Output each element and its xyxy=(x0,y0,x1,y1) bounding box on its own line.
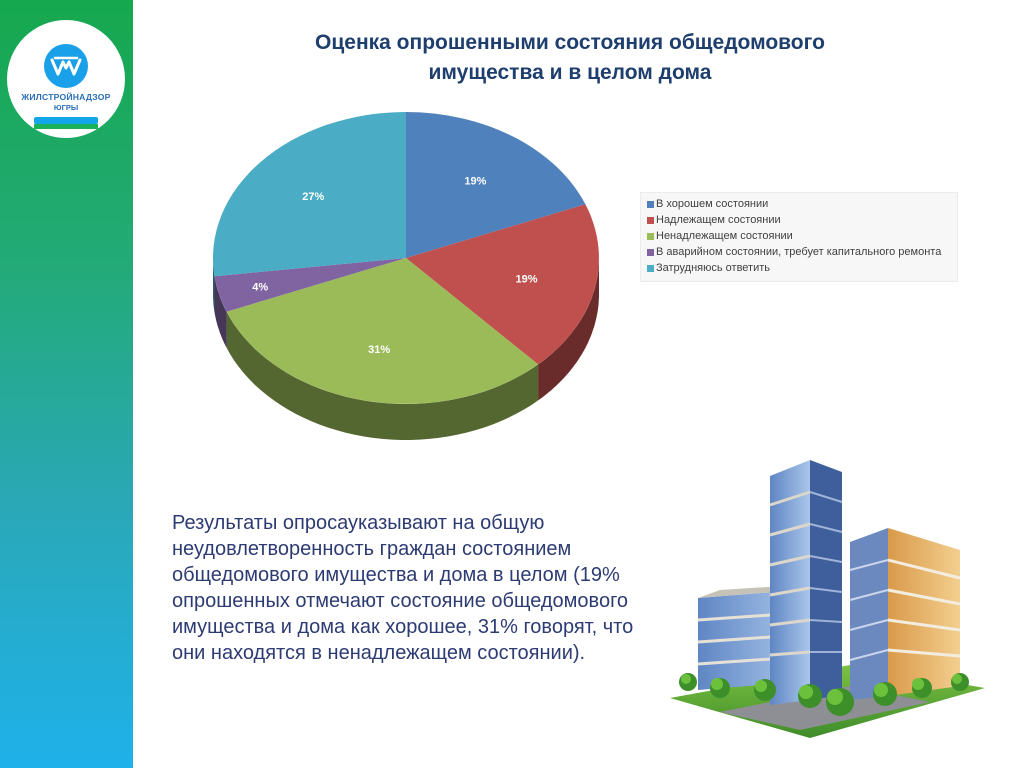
organization-logo xyxy=(7,20,125,138)
slide-title-line2: имущества и в целом дома xyxy=(428,61,712,84)
legend-item-3 xyxy=(641,228,957,244)
pie-chart xyxy=(200,100,620,450)
pie-label-5: 27% xyxy=(302,191,325,204)
logo-subtitle: ЮГРЫ xyxy=(53,103,79,112)
legend-swatch xyxy=(647,201,654,208)
legend-item-4 xyxy=(641,244,957,260)
pie-label-4: 4% xyxy=(252,281,269,294)
legend-swatch xyxy=(647,265,654,272)
logo-blue-band xyxy=(34,117,98,124)
legend-label: В хорошем состоянии xyxy=(656,198,769,210)
legend-swatch xyxy=(647,249,654,256)
legend-swatch xyxy=(647,233,654,240)
survey-results-text: Результаты опросауказывают на общую неудовлетворенность граждан состоянием общедомового имущества и дома в целом (19% опрошенных отмечают состояние общедомового имущества и дома как хорошее, 31% говорят, что они находятся в ненадлежащем состоянии). xyxy=(172,512,634,664)
logo-title: ЖИЛСТРОЙНАДЗОР xyxy=(21,92,111,102)
legend-item-2 xyxy=(641,212,957,228)
pie-label-1: 19% xyxy=(464,175,487,188)
legend-label: В аварийном состоянии, требует капитального ремонта xyxy=(656,246,942,258)
legend-swatch xyxy=(647,217,654,224)
chart-legend xyxy=(640,192,958,282)
logo-green-band xyxy=(34,124,98,129)
legend-label: Ненадлежащем состоянии xyxy=(656,230,793,242)
legend-label: Затрудняюсь ответить xyxy=(656,262,771,274)
pie-label-3: 31% xyxy=(368,344,391,357)
legend-item-1 xyxy=(641,196,957,212)
pie-label-2: 19% xyxy=(515,273,538,286)
legend-label: Надлежащем состоянии xyxy=(656,214,781,226)
office-buildings-illustration xyxy=(660,450,990,740)
legend-item-5 xyxy=(641,260,957,276)
slide-title xyxy=(240,28,900,88)
slide-title-line1: Оценка опрошенными состояния общедомового xyxy=(315,31,825,54)
